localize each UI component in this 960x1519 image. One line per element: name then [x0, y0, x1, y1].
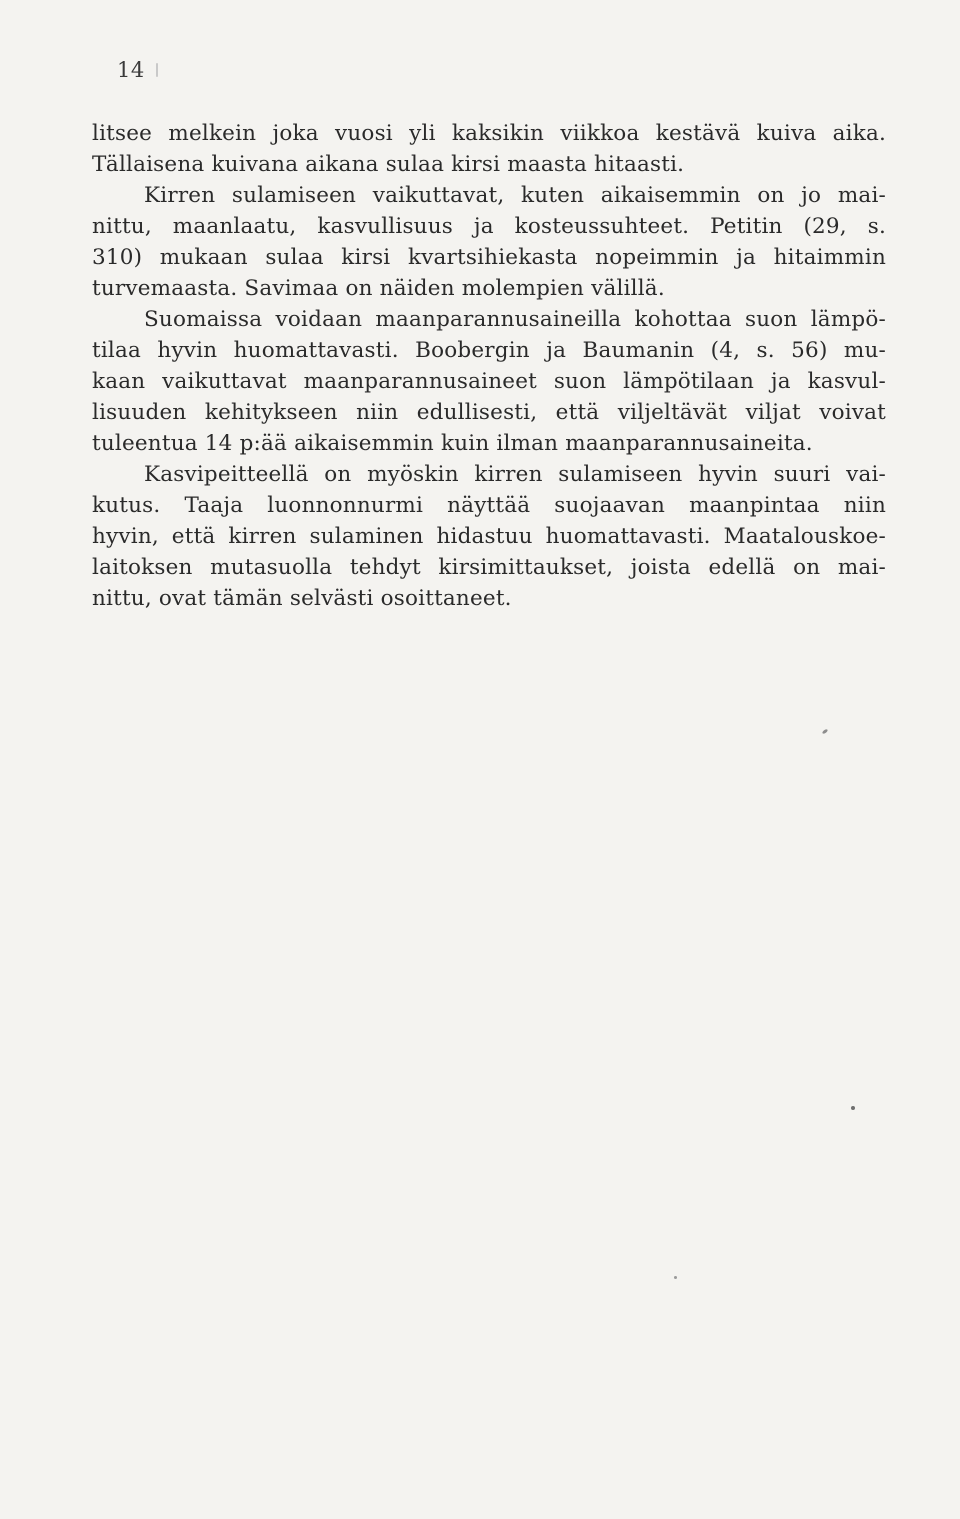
text-line: Tällaisena kuivana aikana sulaa kirsi maasta hitaasti. — [92, 152, 685, 177]
text-line: nittu, maanlaatu, kasvullisuus ja kosteussuhteet. Petitin (29, s. — [92, 214, 886, 239]
page-number: 14 — [117, 58, 145, 82]
text-line: 310) mukaan sulaa kirsi kvartsihiekasta nopeimmin ja hitaimmin — [92, 245, 886, 270]
text-line: Kirren sulamiseen vaikuttavat, kuten aikaisemmin on jo mai- — [144, 183, 886, 208]
text-line: nittu, ovat tämän selvästi osoittaneet. — [92, 586, 512, 611]
text-line: tuleentua 14 p:ää aikaisemmin kuin ilman maanparannusaineita. — [92, 431, 813, 456]
text-line: kutus. Taaja luonnonnurmi näyttää suojaavan maanpintaa niin — [92, 493, 886, 518]
text-line: kaan vaikuttavat maanparannusaineet suon lämpötilaan ja kasvul- — [92, 369, 886, 394]
scan-speck — [674, 1276, 677, 1279]
text-line: lisuuden kehitykseen niin edullisesti, että viljeltävät viljat voivat — [92, 400, 886, 425]
text-line: Kasvipeitteellä on myöskin kirren sulamiseen hyvin suuri vai- — [144, 462, 886, 487]
text-line: litsee melkein joka vuosi yli kaksikin viikkoa kestävä kuiva aika. — [92, 121, 886, 146]
text-line: Suomaissa voidaan maanparannusaineilla kohottaa suon lämpö- — [144, 307, 886, 332]
text-line: hyvin, että kirren sulaminen hidastuu huomattavasti. Maatalouskoe- — [92, 524, 886, 549]
scan-speck — [156, 63, 158, 77]
text-line: laitoksen mutasuolla tehdyt kirsimittaukset, joista edellä on mai- — [92, 555, 886, 580]
scan-speck — [851, 1106, 855, 1110]
text-line: turvemaasta. Savimaa on näiden molempien välillä. — [92, 276, 665, 301]
scan-speck — [822, 729, 829, 735]
text-line: tilaa hyvin huomattavasti. Boobergin ja Baumanin (4, s. 56) mu- — [92, 338, 886, 363]
body-text — [92, 118, 886, 614]
